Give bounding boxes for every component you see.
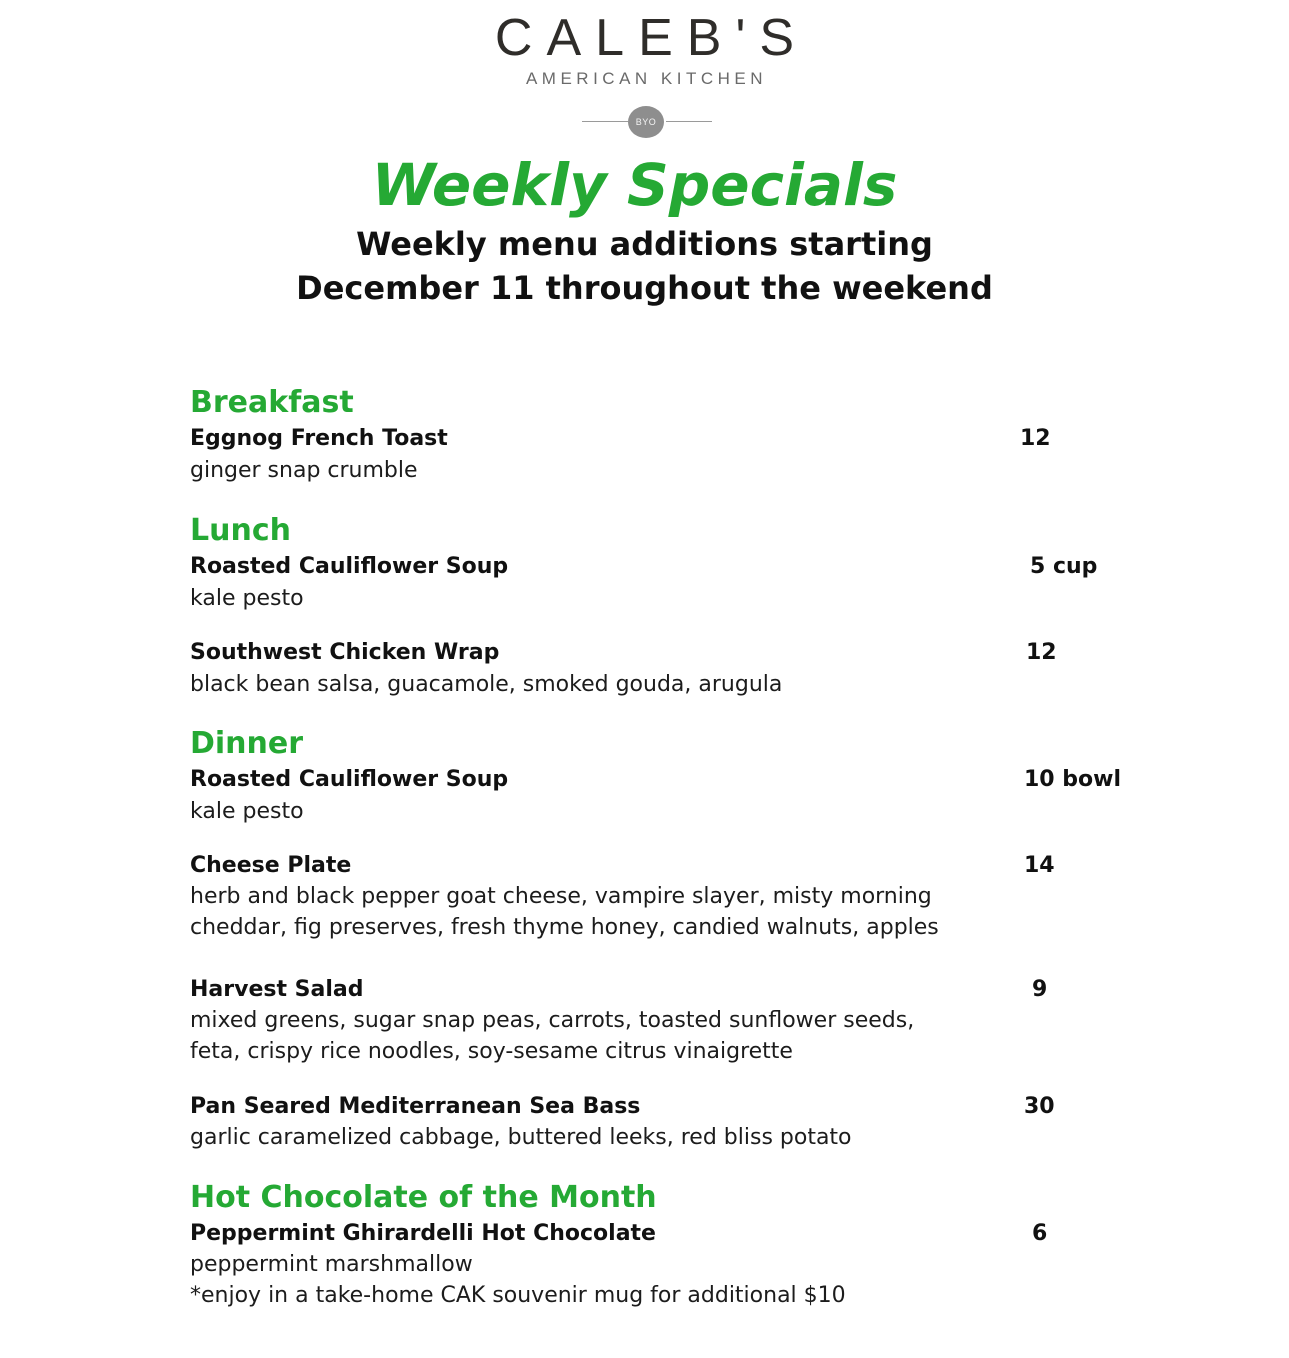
menu-item-description: *enjoy in a take-home CAK souvenir mug for additional $10 (190, 1283, 846, 1308)
restaurant-logo (0, 8, 1289, 90)
menu-item-name: Harvest Salad (190, 977, 364, 1002)
menu-item-name: Roasted Cauliflower Soup (190, 554, 509, 579)
menu-item-description: herb and black pepper goat cheese, vampire slayer, misty morning (190, 884, 932, 909)
menu-item-description: peppermint marshmallow (190, 1252, 473, 1277)
byo-divider (582, 106, 712, 138)
menu-item-price: 12 (1020, 426, 1051, 451)
menu-item-description: cheddar, fig preserves, fresh thyme honey, candied walnuts, apples (190, 915, 939, 940)
menu-item-description: garlic caramelized cabbage, buttered leeks, red bliss potato (190, 1125, 852, 1150)
menu-item-description: ginger snap crumble (190, 458, 418, 483)
page-title: Weekly Specials (371, 151, 898, 219)
menu-item-name: Roasted Cauliflower Soup (190, 767, 509, 792)
menu-item-name: Peppermint Ghirardelli Hot Chocolate (190, 1221, 656, 1246)
divider-line-right (666, 121, 712, 122)
menu-item-name: Cheese Plate (190, 853, 352, 878)
page-subtitle (0, 222, 1289, 310)
menu-item-name: Southwest Chicken Wrap (190, 640, 500, 665)
menu-item-description: black bean salsa, guacamole, smoked gouda, arugula (190, 672, 783, 697)
menu-item-price: 9 (1032, 977, 1048, 1002)
menu-item-name: Eggnog French Toast (190, 426, 448, 451)
menu-item-name: Pan Seared Mediterranean Sea Bass (190, 1094, 641, 1119)
menu-item-price: 6 (1032, 1221, 1048, 1246)
logo-subtitle: AMERICAN KITCHEN (525, 69, 768, 88)
section-heading-lunch: Lunch (190, 513, 291, 548)
section-heading-hot-chocolate: Hot Chocolate of the Month (190, 1180, 657, 1215)
menu-item-price: 30 (1024, 1094, 1055, 1119)
menu-item-description: kale pesto (190, 799, 304, 824)
divider-line-left (582, 121, 628, 122)
menu-item-description: feta, crispy rice noodles, soy-sesame citrus vinaigrette (190, 1039, 793, 1064)
menu-item-price: 14 (1024, 853, 1055, 878)
menu-item-price: 10 bowl (1024, 767, 1122, 792)
subtitle-line-1: Weekly menu additions starting (356, 225, 933, 263)
menu-item-description: kale pesto (190, 586, 304, 611)
menu-item-description: mixed greens, sugar snap peas, carrots, toasted sunflower seeds, (190, 1008, 915, 1033)
menu-item-price: 5 cup (1030, 554, 1098, 579)
byo-badge: BYO (628, 106, 664, 138)
section-heading-breakfast: Breakfast (190, 385, 354, 420)
subtitle-line-2: December 11 throughout the weekend (296, 269, 993, 307)
menu-item-price: 12 (1026, 640, 1057, 665)
section-heading-dinner: Dinner (190, 726, 304, 761)
logo-name: CALEB'S (494, 9, 809, 67)
